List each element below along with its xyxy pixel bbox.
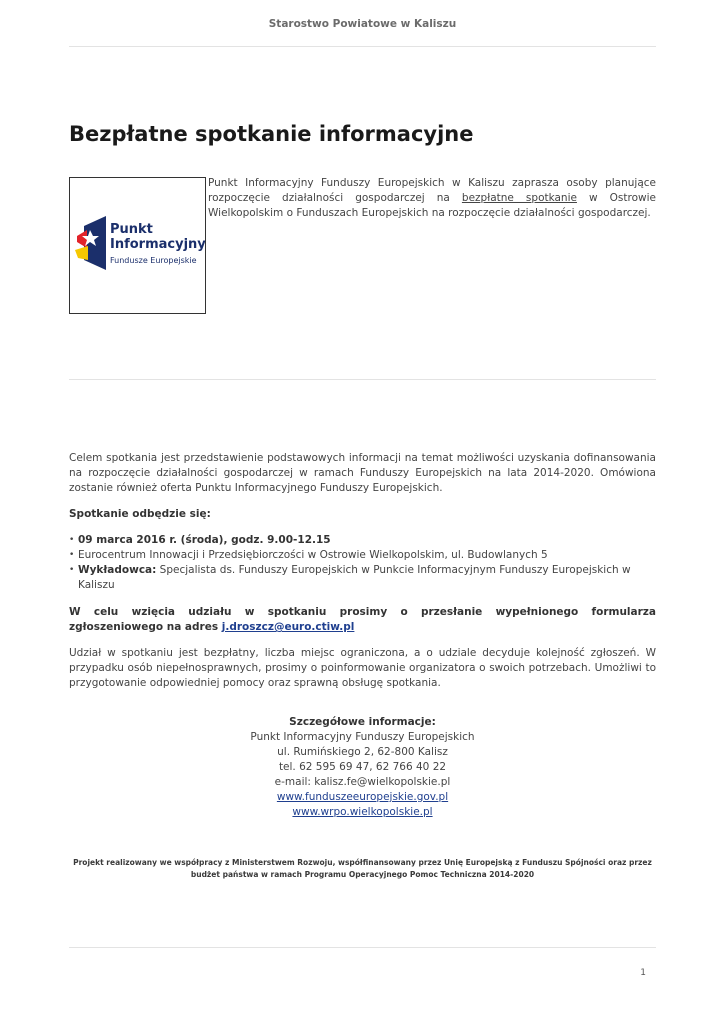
details-email: e-mail: kalisz.fe@wielkopolskie.pl	[274, 776, 451, 788]
registration-paragraph	[69, 605, 656, 635]
article-body	[69, 451, 656, 702]
header-divider	[69, 46, 656, 47]
footer-divider	[69, 947, 656, 948]
free-meeting-link[interactable]: bezpłatne spotkanie	[461, 192, 577, 204]
registration-text: W celu wzięcia udziału w spotkaniu prosimy o przesłanie wypełnionego formularza zgłoszeniowego na adres	[69, 606, 656, 633]
intro-paragraph	[208, 176, 656, 221]
lecturer-label: Wykładowca:	[78, 564, 157, 576]
article-logo	[69, 177, 206, 314]
site-header-title: Starostwo Powiatowe w Kaliszu	[268, 18, 457, 30]
wrpo-link[interactable]: www.wrpo.wielkopolskie.pl	[292, 806, 433, 818]
page-number: 1	[640, 968, 646, 978]
schedule-place-item	[69, 548, 656, 563]
intro-text-before: Punkt Informacyjny Funduszy Europejskich w Kaliszu zaprasza osoby planujące rozpoczęcie działalności gospodarczej na	[208, 177, 656, 204]
schedule-list	[69, 533, 656, 593]
schedule-lecturer-item	[69, 563, 656, 593]
project-footer-note: Projekt realizowany we współpracy z Ministerstwem Rozwoju, współfinansowany przez Unię Europejską z Funduszu Spójności oraz przez budżet państwa w ramach Programu Operacyjnego Pomoc Techniczna 2014-2020	[73, 858, 652, 879]
page-title: Bezpłatne spotkanie informacyjne	[69, 122, 474, 146]
intro-text-after: w Ostrowie Wielkopolskim o Funduszach Europejskich na rozpoczęcie działalności gospodarczej.	[208, 192, 656, 219]
schedule-date: 09 marca 2016 r. (środa), godz. 9.00-12.15	[78, 534, 331, 546]
section-divider	[69, 379, 656, 380]
registration-email-link[interactable]: j.droszcz@euro.ctiw.pl	[221, 621, 355, 633]
contact-details	[0, 715, 725, 820]
details-org: Punkt Informacyjny Funduszy Europejskich	[250, 731, 475, 743]
participation-paragraph: Udział w spotkaniu jest bezpłatny, liczba miejsc ograniczona, a o udziale decyduje kolejność zgłoszeń. W przypadku osób niepełnosprawnych, prosimy o poinformowanie organizatora o swoich potrzebach. Umożliwi to przygotowanie odpowiedniej pomocy oraz sprawną obsługę spotkania.	[69, 647, 656, 689]
logo-line-punkt: Punkt	[110, 222, 153, 237]
purpose-paragraph: Celem spotkania jest przedstawienie podstawowych informacji na temat możliwości uzyskania dofinansowania na rozpoczęcie działalności gospodarczej w ramach Funduszy Europejskich na lata 2014-2020. Omówiona zostanie również oferta Punktu Informacyjnego Funduszy Europejskich.	[69, 452, 656, 494]
funduszeeuropejskie-link[interactable]: www.funduszeeuropejskie.gov.pl	[276, 791, 449, 803]
schedule-date-item	[69, 533, 656, 548]
schedule-place: Eurocentrum Innowacji i Przedsiębiorczości w Ostrowie Wielkopolskim, ul. Budowlanych 5	[78, 549, 548, 561]
logo-line-fundusze: Fundusze Europejskie	[110, 256, 197, 265]
logo-line-informacyjny: Informacyjny	[110, 237, 206, 252]
schedule-heading: Spotkanie odbędzie się:	[69, 508, 211, 520]
lecturer-text: Specjalista ds. Funduszy Europejskich w Punkcie Informacyjnym Funduszy Europejskich w Kaliszu	[78, 564, 631, 591]
details-phone: tel. 62 595 69 47, 62 766 40 22	[278, 761, 447, 773]
details-heading: Szczegółowe informacje:	[289, 716, 436, 728]
details-address: ul. Rumińskiego 2, 62-800 Kalisz	[277, 746, 448, 758]
